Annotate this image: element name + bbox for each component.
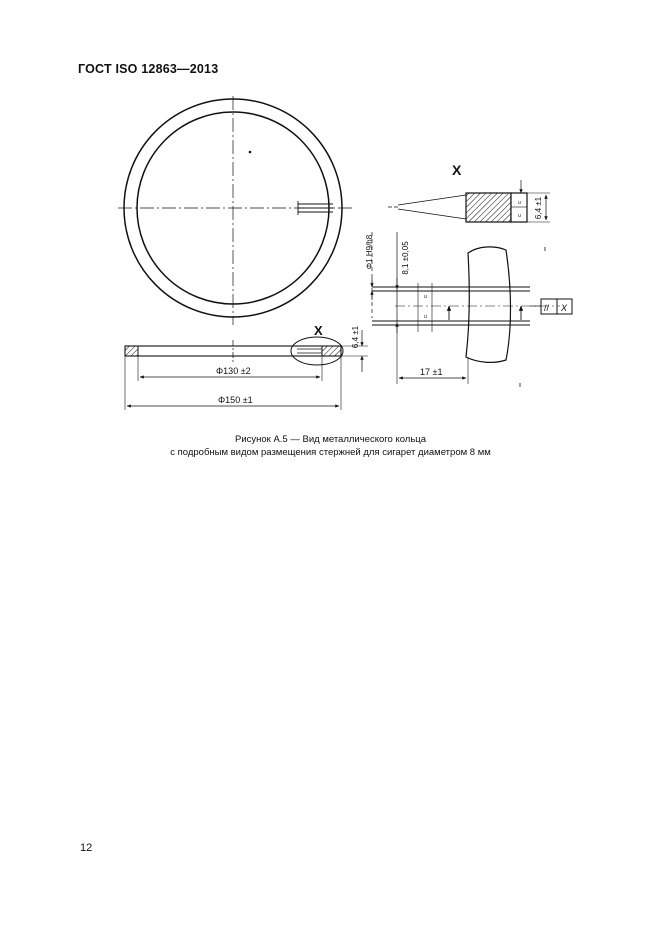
parallel-symbol: // xyxy=(544,303,550,313)
dim-thickness-detail-text: 6,4 ±1 xyxy=(534,196,543,220)
dim-150-text: Φ150 ±1 xyxy=(218,395,253,405)
label-detail-mark: X xyxy=(314,323,323,338)
dim-rod-diameter-text: Φ1 H9/h8 xyxy=(365,234,374,270)
figure-caption-subtitle: с подробным видом размещения стержней для сигарет диаметром 8 мм xyxy=(170,447,491,458)
mark-dot xyxy=(249,151,252,154)
page-number: 12 xyxy=(80,842,93,854)
ring-wall-section xyxy=(466,247,511,363)
ring-top-view xyxy=(118,96,352,325)
dim-17-text: 17 ±1 xyxy=(420,367,443,377)
svg-text:u: u xyxy=(518,213,521,219)
detail-block-hatched xyxy=(466,193,511,222)
datum-ref-text: X xyxy=(561,303,568,313)
standard-designation: ГОСТ ISO 12863—2013 xyxy=(78,62,219,76)
figure-caption-title: Рисунок А.5 — Вид металлического кольца xyxy=(234,434,427,445)
dim-rod-spacing-text: 8,1 ±0,05 xyxy=(401,241,410,275)
rods-top-view xyxy=(298,201,333,215)
detail-x-view xyxy=(388,162,550,222)
svg-text:u: u xyxy=(424,314,427,320)
section-hatch-right xyxy=(322,346,341,356)
dim-130-text: Φ130 ±2 xyxy=(216,366,251,376)
dim-thickness-main-text: 6,4 ±1 xyxy=(351,325,360,349)
section-hatch-left xyxy=(125,346,138,356)
label-detail-x: X xyxy=(452,162,462,178)
svg-text:u: u xyxy=(424,294,427,300)
svg-text:u: u xyxy=(518,200,521,206)
